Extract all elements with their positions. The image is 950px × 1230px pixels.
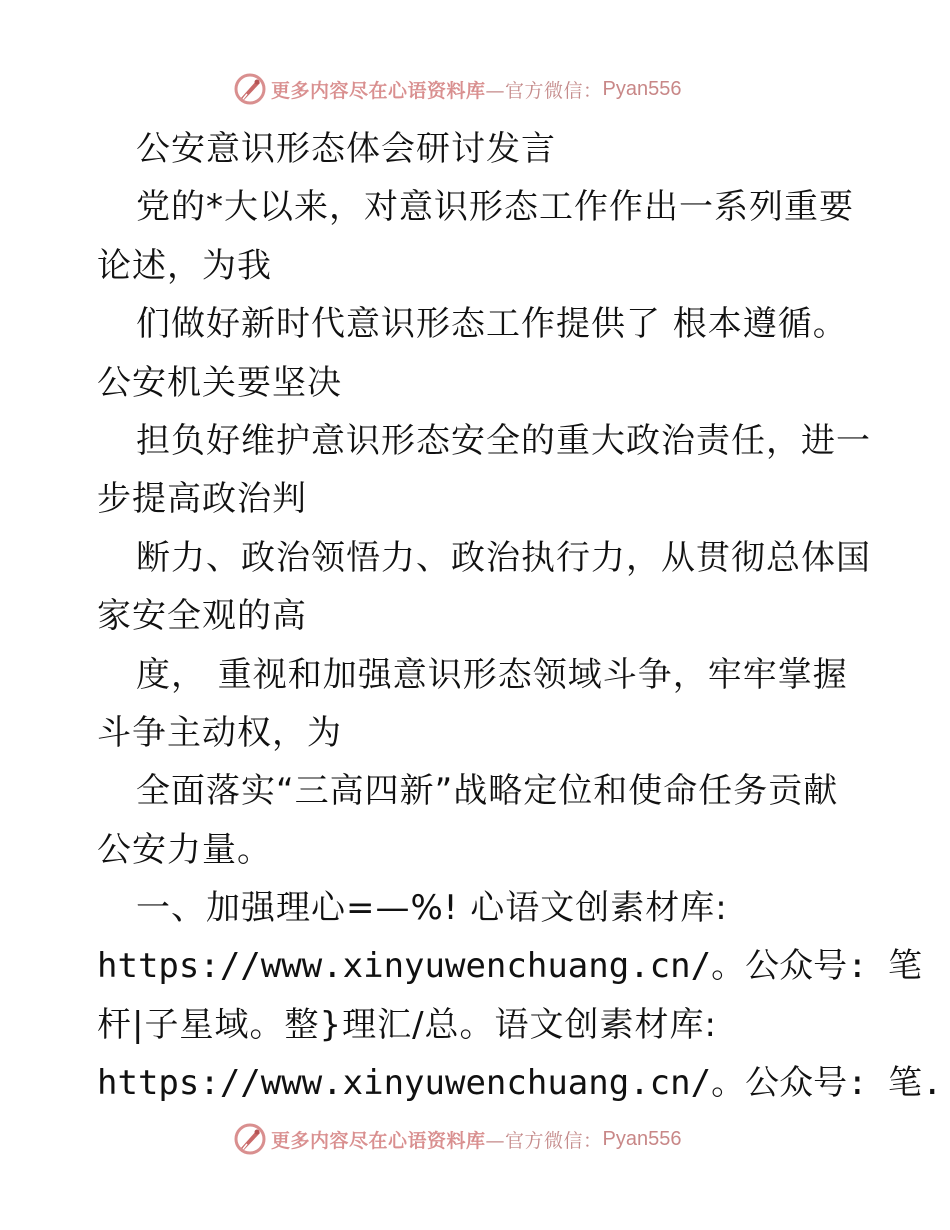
paragraph-line: 度， 重视和加强意识形态领域斗争，牢牢掌握 — [136, 654, 848, 695]
paragraph-line: 家安全观的高 — [97, 596, 307, 637]
paragraph-line: 们做好新时代意识形态工作提供了 根本遵循。 — [136, 304, 848, 345]
paragraph-line: 论述，为我 — [97, 245, 272, 286]
watermark-brand-text: 更多内容尽在心语资料库 — [271, 1129, 486, 1152]
document-title: 公安意识形态体会研讨发言 — [136, 129, 556, 169]
watermark-official-text: —官方微信： — [485, 79, 603, 102]
watermark-brand-text: 更多内容尽在心语资料库 — [271, 79, 486, 102]
paragraph-line: 担负好维护意识形态安全的重大政治责任，进一 — [136, 420, 871, 461]
paragraph-line: 公安力量。 — [97, 829, 272, 870]
document-body — [97, 120, 943, 1113]
footer-watermark — [233, 1121, 682, 1157]
quill-logo-icon — [233, 72, 267, 106]
paragraph-line: 党的*大以来，对意识形态工作作出一系列重要 — [136, 187, 854, 228]
url-line: https://www.xinyuwenchuang.cn/。公众号: 笔 — [97, 946, 923, 987]
watermark-official-text: —官方微信： — [485, 1129, 603, 1152]
watermark-wechat-id: Pyan556 — [602, 77, 682, 100]
paragraph-line: 公安机关要坚决 — [97, 362, 342, 403]
paragraph-line: 步提高政治判 — [97, 479, 307, 520]
paragraph-line: 断力、政治领悟力、政治执行力，从贯彻总体国 — [136, 537, 871, 578]
quill-logo-icon — [233, 1122, 267, 1156]
paragraph-line: 杆|子星域。整}理汇/总。语文创素材库: — [97, 1004, 717, 1045]
url-line: https://www.xinyuwenchuang.cn/。公众号: 笔. — [97, 1063, 943, 1104]
paragraph-line: 斗争主动权，为 — [97, 712, 342, 753]
header-watermark — [233, 71, 682, 107]
section-heading-line: 一、加强理心=—%! 心语文创素材库: — [136, 888, 728, 929]
paragraph-line: 全面落实“三高四新”战略定位和使命任务贡献 — [136, 771, 839, 812]
watermark-wechat-id: Pyan556 — [602, 1127, 682, 1150]
